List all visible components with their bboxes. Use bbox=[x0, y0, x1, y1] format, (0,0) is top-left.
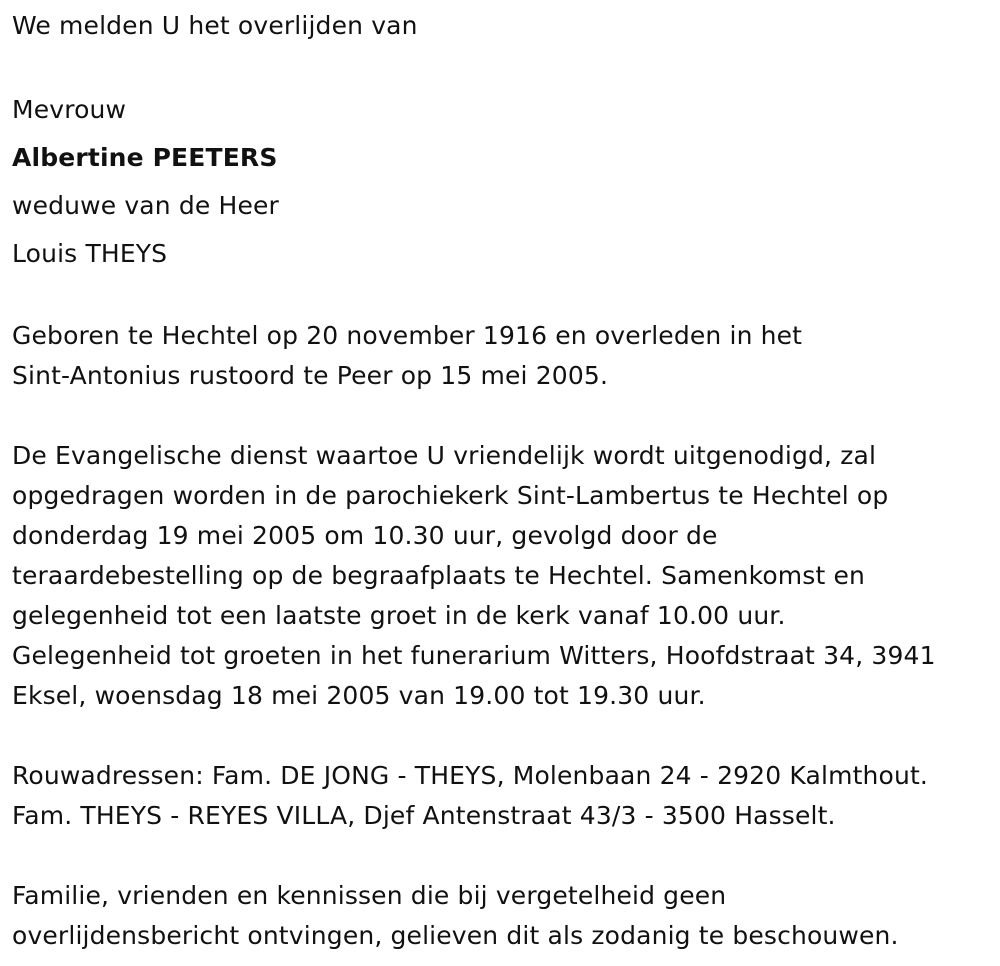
deceased-name: Albertine PEETERS bbox=[12, 143, 278, 172]
relation-text: weduwe van de Heer bbox=[12, 191, 279, 220]
spacer bbox=[12, 278, 997, 316]
service-line: gelegenheid tot een laatste groet in de kerk vanaf 10.00 uur. bbox=[12, 601, 786, 630]
spacer bbox=[12, 396, 997, 436]
service-line: Eksel, woensdag 18 mei 2005 van 19.00 tot 19.30 uur. bbox=[12, 681, 706, 710]
spouse-name: Louis THEYS bbox=[12, 239, 168, 268]
service-line: teraardebestelling op de begraafplaats te Hechtel. Samenkomst en bbox=[12, 561, 866, 590]
spacer bbox=[12, 46, 997, 86]
service-line: Gelegenheid tot groeten in het funerarium Witters, Hoofdstraat 34, 3941 bbox=[12, 641, 936, 670]
address-line: Fam. THEYS - REYES VILLA, Djef Antenstraat 43/3 - 3500 Hasselt. bbox=[12, 801, 836, 830]
spacer bbox=[12, 716, 997, 756]
intro-text: We melden U het overlijden van bbox=[12, 11, 418, 40]
address-line: Rouwadressen: Fam. DE JONG - THEYS, Molenbaan 24 - 2920 Kalmthout. bbox=[12, 761, 929, 790]
salutation: Mevrouw bbox=[12, 95, 127, 124]
closing-line: overlijdensbericht ontvingen, gelieven dit als zodanig te beschouwen. bbox=[12, 921, 899, 950]
service-line: De Evangelische dienst waartoe U vriendelijk wordt uitgenodigd, zal bbox=[12, 441, 877, 470]
closing-line: Familie, vrienden en kennissen die bij vergetelheid geen bbox=[12, 881, 727, 910]
spacer bbox=[12, 836, 997, 876]
birth-death-line: Geboren te Hechtel op 20 november 1916 en overleden in het bbox=[12, 321, 803, 350]
service-line: opgedragen worden in de parochiekerk Sint-Lambertus te Hechtel op bbox=[12, 481, 889, 510]
birth-death-line: Sint-Antonius rustoord te Peer op 15 mei 2005. bbox=[12, 361, 609, 390]
service-line: donderdag 19 mei 2005 om 10.30 uur, gevolgd door de bbox=[12, 521, 718, 550]
death-notice bbox=[12, 0, 997, 956]
